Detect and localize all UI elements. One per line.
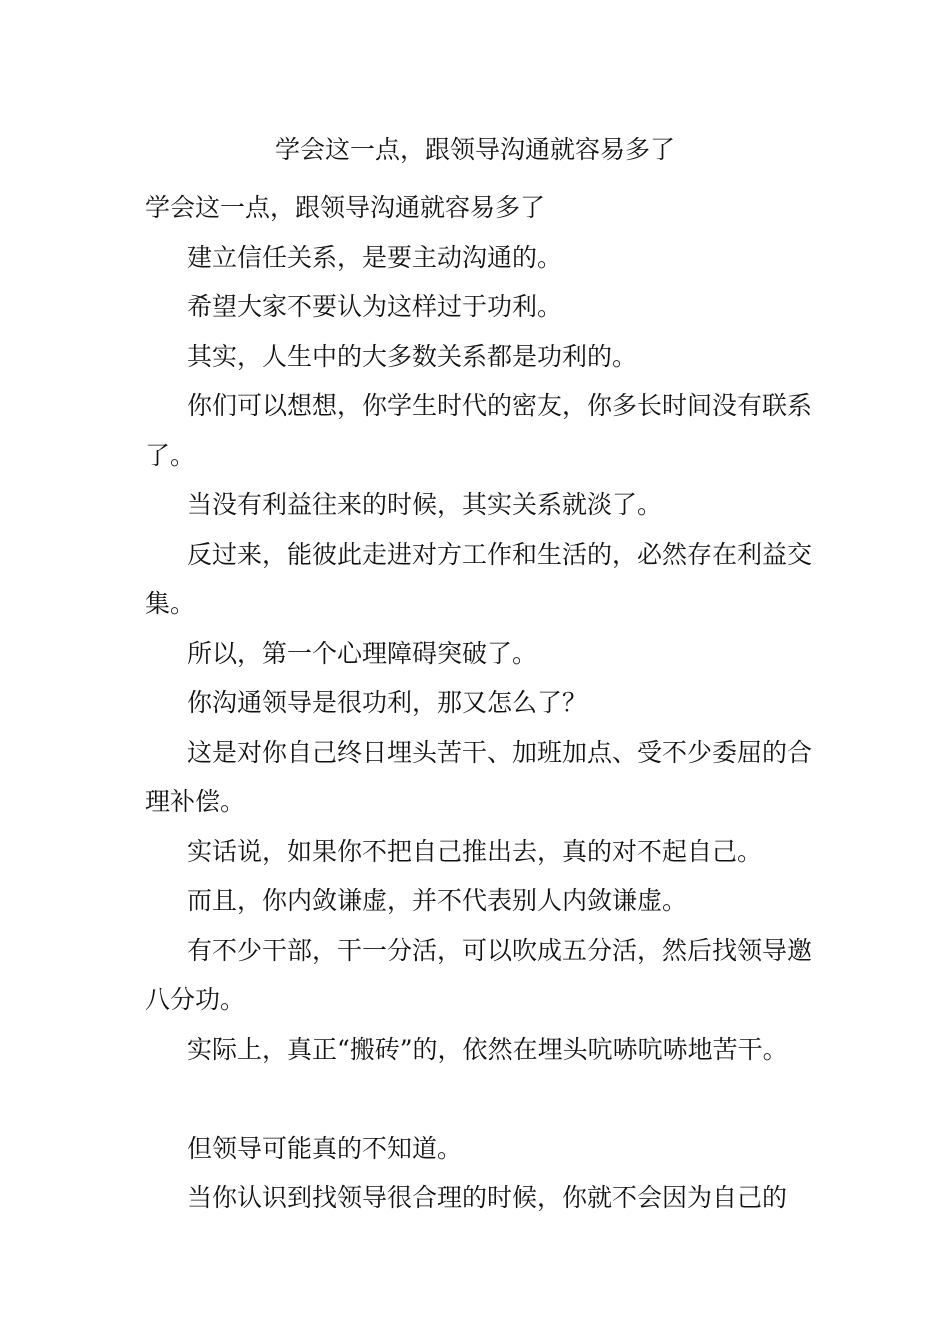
paragraph: 而且，你内敛谦虚，并不代表别人内敛谦虚。 — [187, 886, 688, 915]
paragraph: 建立信任关系，是要主动沟通的。 — [187, 242, 563, 272]
paragraph: 当没有利益往来的时候，其实关系就淡了。 — [187, 490, 663, 519]
paragraph: 所以，第一个心理障碍突破了。 — [187, 638, 538, 668]
paragraph: 你沟通领导是很功利，那又怎么了？ — [187, 688, 588, 717]
paragraph: 实话说，如果你不把自己推出去，真的对不起自己。 — [187, 836, 763, 866]
paragraph: 你们可以想想，你学生时代的密友，你多长时间没有联系了。 — [145, 391, 813, 470]
paragraph-heading: 学会这一点，跟领导沟通就容易多了 — [145, 193, 546, 222]
paragraph: 其实，人生中的大多数关系都是功利的。 — [187, 341, 638, 371]
paragraph: 当你认识到找领导很合理的时候，你就不会因为自己的 — [187, 1183, 788, 1212]
paragraph: 希望大家不要认为这样过于功利。 — [187, 292, 563, 321]
paragraph: 反过来，能彼此走进对方工作和生活的，必然存在利益交集。 — [145, 539, 813, 618]
paragraph: 这是对你自己终日埋头苦干、加班加点、受不少委屈的合理补偿。 — [145, 737, 813, 816]
paragraph: 但领导可能真的不知道。 — [187, 1133, 463, 1163]
document-title: 学会这一点，跟领导沟通就容易多了 — [274, 135, 675, 164]
paragraph: 有不少干部，干一分活，可以吹成五分活，然后找领导邀八分功。 — [145, 935, 813, 1014]
document-body — [145, 183, 815, 1223]
paragraph: 实际上，真正“搬砖”的，依然在埋头吭哧吭哧地苦干。 — [187, 1034, 788, 1064]
blank-line — [145, 1074, 815, 1124]
